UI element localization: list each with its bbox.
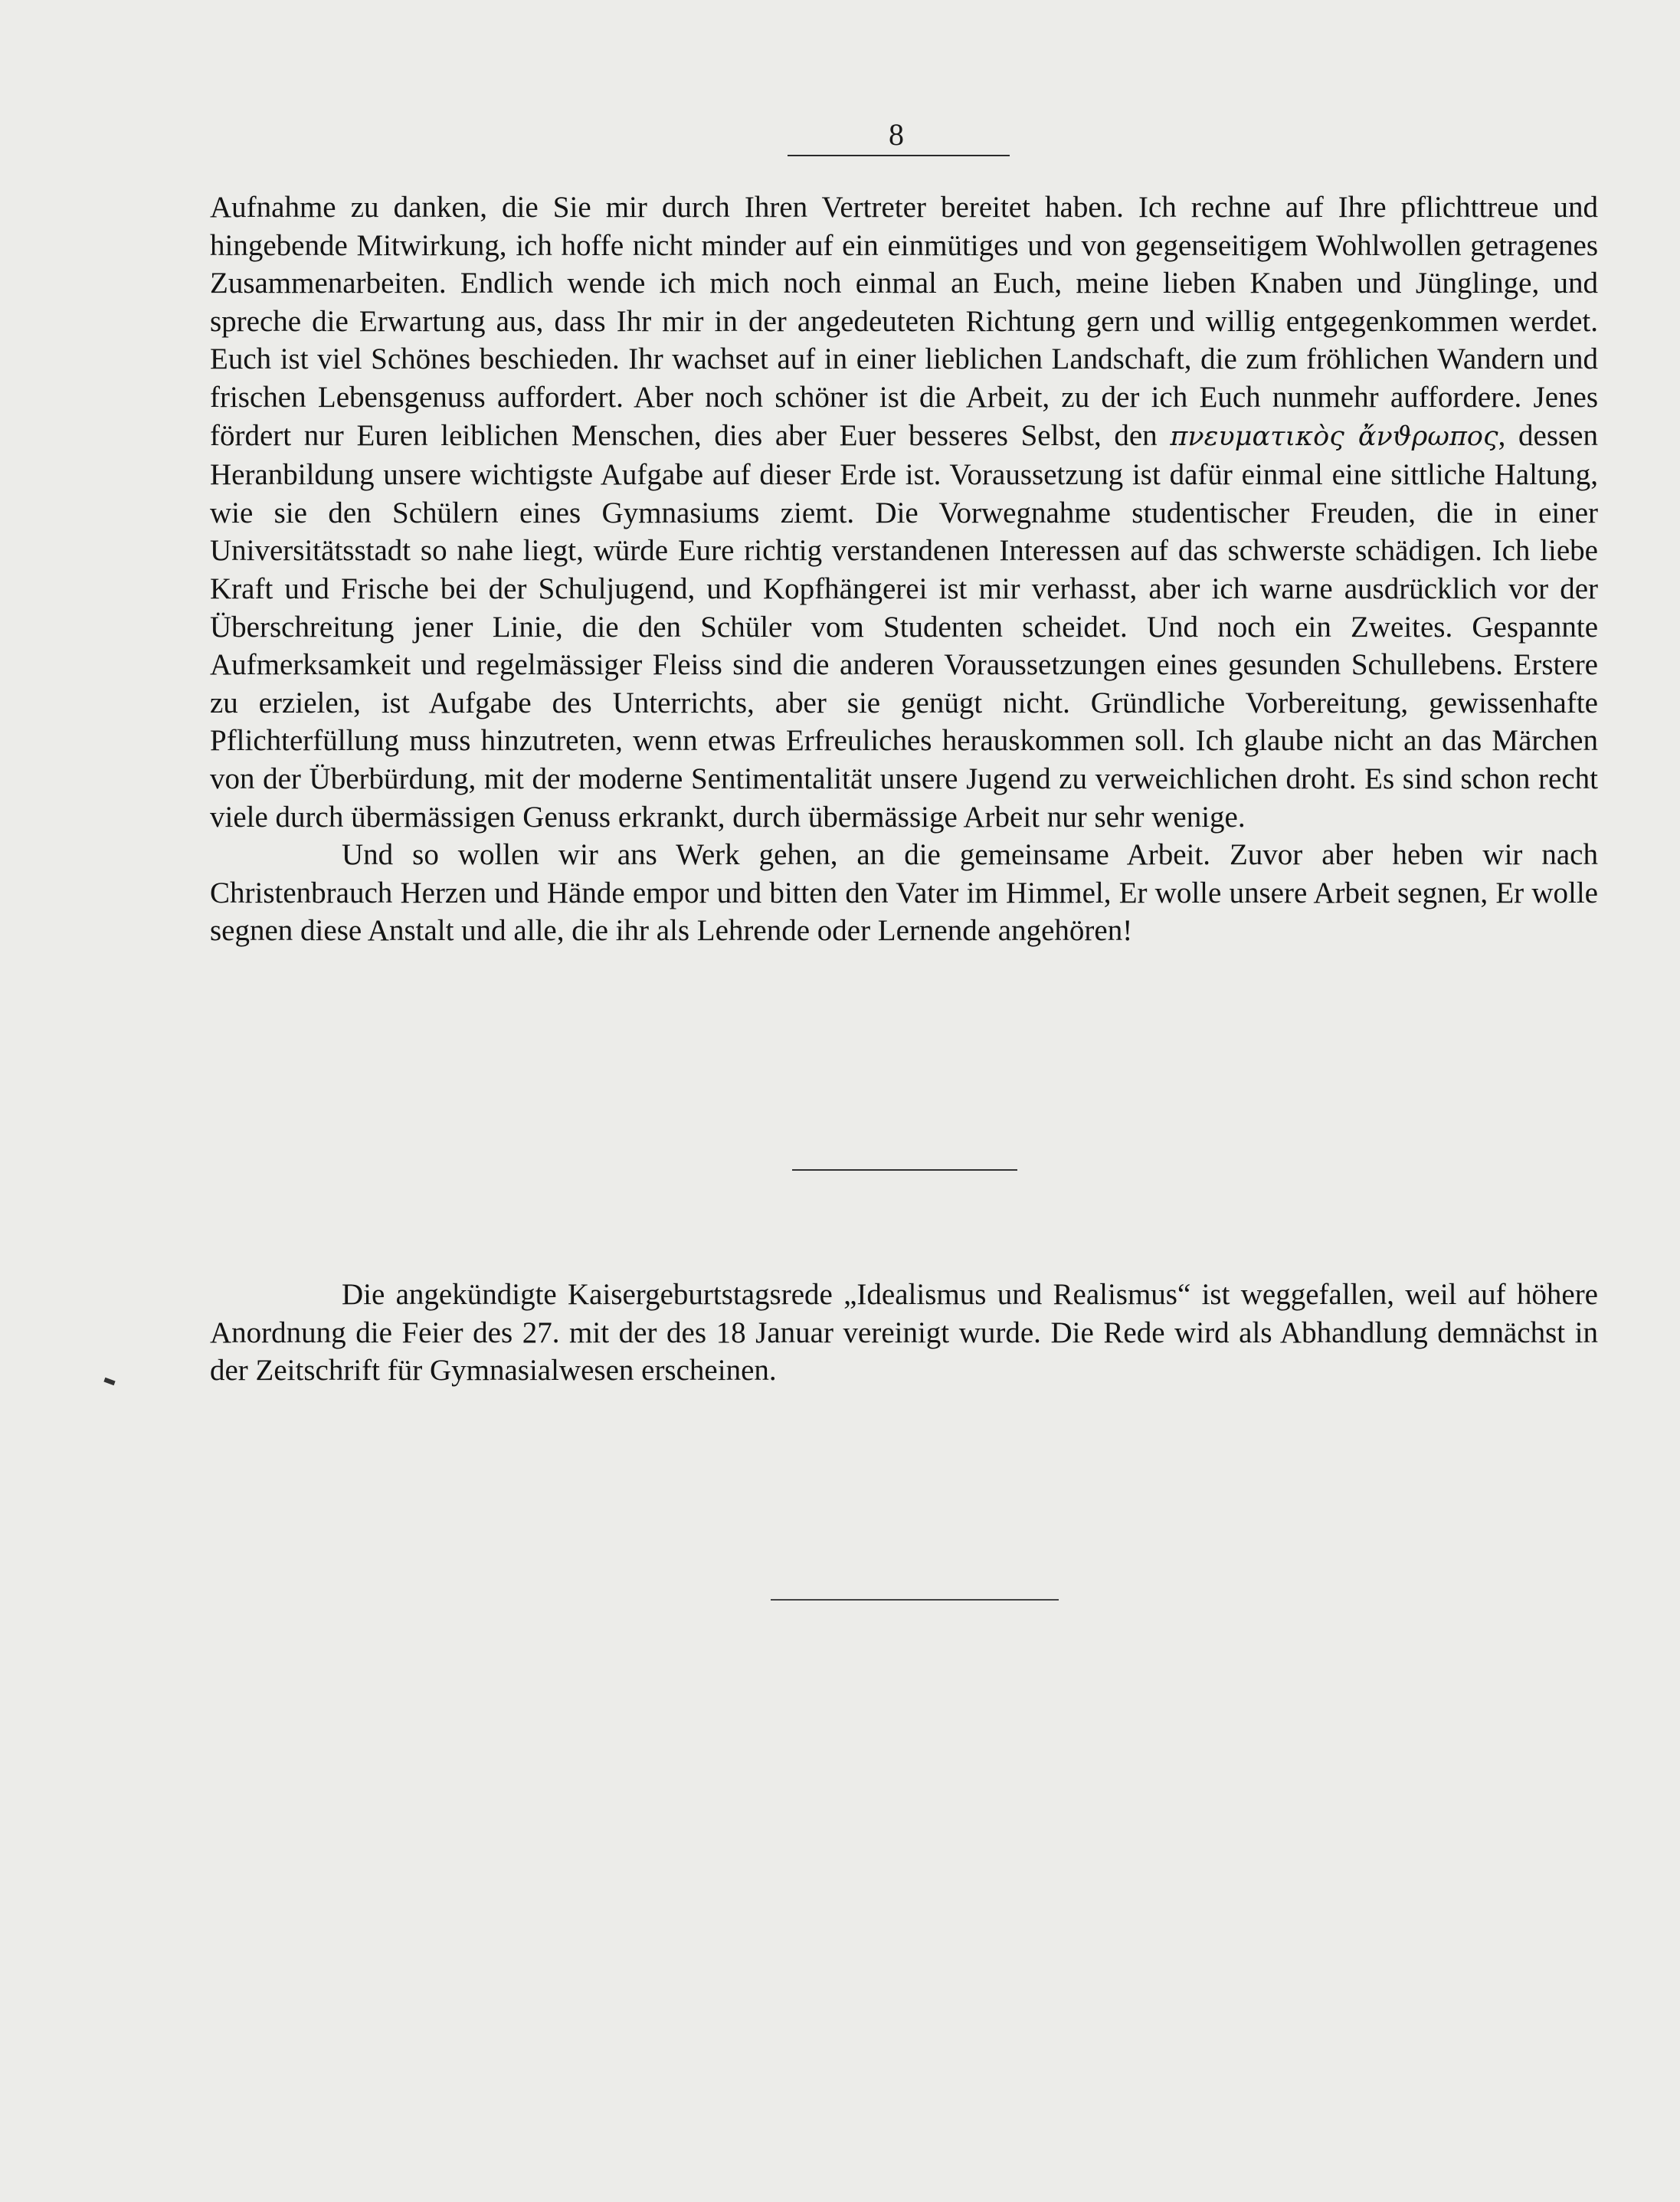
paragraph-1 — [210, 188, 1598, 836]
section-divider — [792, 1169, 1017, 1171]
page-number: 8 — [889, 117, 904, 152]
paragraph-1-part-a: Aufnahme zu danken, die Sie mir durch Ihren Vertreter bereitet haben. Ich rechne auf Ihre pflichttreue und hingebende Mitwirkung, ich hoffe nicht minder auf ein einmütiges und von gegenseitigem Wohlwollen getragenes Zusammenarbeiten. Endlich wende ich mich noch einmal an Euch, meine lieben Knaben und Jünglinge, und spreche die Erwartung aus, dass Ihr mir in der angedeuteten Richtung gern und willig entgegenkommen werdet. Euch ist viel Schönes beschieden. Ihr wachset auf in einer lieblichen Landschaft, die zum fröhlichen Wandern und frischen Lebensgenuss auffordert. Aber noch schöner ist die Arbeit, zu der ich Euch nunmehr auffordere. Jenes fördert nur Euren leiblichen Menschen, dies aber Euer besseres Selbst, den — [210, 191, 1598, 452]
header-rule — [788, 155, 1010, 156]
main-text — [210, 188, 1598, 950]
note-text — [210, 1276, 1598, 1390]
closing-divider — [771, 1599, 1059, 1601]
paragraph-1-part-b: , dessen Heranbildung unsere wichtigste Aufgabe auf dieser Erde ist. Voraussetzung ist dafür einmal eine sittliche Haltung, wie sie den Schülern eines Gymnasiums ziemt. Die Vorwegnahme studentischer Freuden, die in einer Universitätsstadt so nahe liegt, würde Eure richtig verstandenen Interessen auf das schwerste schädigen. Ich liebe Kraft und Frische bei der Schuljugend, und Kopfhängerei ist mir verhasst, aber ich warne ausdrücklich vor der Überschreitung jener Linie, die den Schüler vom Studenten scheidet. Und noch ein Zweites. Gespannte Aufmerksamkeit und regelmässiger Fleiss sind die anderen Voraussetzungen eines gesunden Schullebens. Erstere zu erzielen, ist Aufgabe des Unterrichts, aber sie genügt nicht. Gründliche Vorbereitung, gewissenhafte Pflichterfüllung muss hinzutreten, wenn etwas Erfreuliches herauskommen soll. Ich glaube nicht an das Märchen von der Überbürdung, mit der moderne Sentimentalität unsere Jugend zu verweichlichen droht. Es sind schon recht viele durch übermässigen Genuss erkrankt, durch übermässige Arbeit nur sehr wenige. — [210, 418, 1598, 834]
paragraph-2: Und so wollen wir ans Werk gehen, an die gemeinsame Arbeit. Zuvor aber heben wir nach Christenbrauch Herzen und Hände empor und bitten den Vater im Himmel, Er wolle unsere Arbeit segnen, Er wolle segnen diese Anstalt und alle, die ihr als Lehrende oder Lernende angehören! — [210, 838, 1598, 948]
margin-mark — [103, 1378, 115, 1385]
greek-phrase: πνευματικὸς ἄνϑρωπος — [1170, 421, 1498, 452]
note-paragraph: Die angekündigte Kaisergeburtstagsrede „Idealismus und Realismus“ ist weggefallen, weil auf höhere Anordnung die Feier des 27. mit der des 18 Januar vereinigt wurde. Die Rede wird als Abhandlung demnächst in der Zeitschrift für Gymnasialwesen erscheinen. — [210, 1278, 1598, 1388]
